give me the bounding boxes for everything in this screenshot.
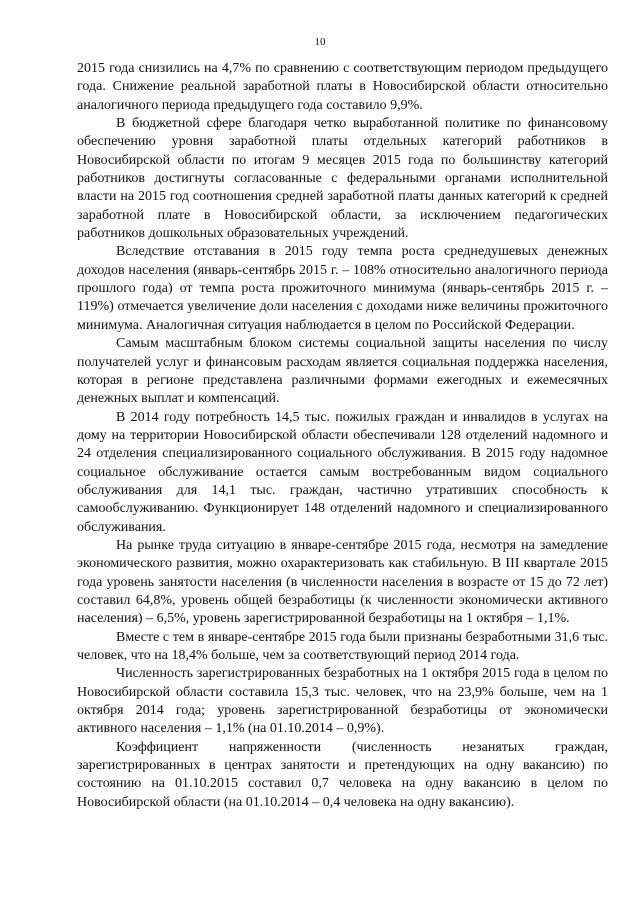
paragraph-income-lag: Вследствие отставания в 2015 году темпа роста среднедушевых денежных доходов населения (январь-сентябрь 2015 г. – 108% относительно аналогичного периода прошлого года) от темпа роста прожиточного минимума (январь-сентябрь 2015 г. – 119%) отмечается увеличение доли населения с доходами ниже величины прожиточного минимума. Аналогичная ситуация наблюдается в целом по Российской Федерации.	[77, 244, 608, 333]
paragraph-unemployed-recognized: Вместе с тем в январе-сентябре 2015 года были признаны безработными 31,6 тыс. человек, что на 18,4% больше, чем за соответствующий период 2014 года.	[77, 629, 608, 663]
paragraph-tension-coefficient: Коэффициент напряженности (численность незанятых граждан, зарегистрированных в центрах занятости и претендующих на одну вакансию) по состоянию на 01.10.2015 составил 0,7 человека на одну вакансию в целом по Новосибирской области (на 01.10.2014 – 0,4 человека на одну вакансию).	[77, 739, 608, 810]
paragraph-budget-sphere: В бюджетной сфере благодаря четко выработанной политике по финансовому обеспечению уровня заработной платы отдельных категорий работников в Новосибирской области по итогам 9 месяцев 2015 года по большинству категорий работников достигнуты согласованные с федеральными органами исполнительной власти на 2015 год соотношения средней заработной платы данных категорий к средней заработной плате в Новосибирской области, за исключением педагогических работников дошкольных образовательных учреждений.	[77, 116, 608, 242]
page-number: 10	[314, 36, 326, 48]
paragraph-home-care: В 2014 году потребность 14,5 тыс. пожилых граждан и инвалидов в услугах на дому на территории Новосибирской области обеспечивали 128 отделений надомного и 24 отделения специализированного социального обслуживания. В 2015 году надомное социальное обслуживание остается самым востребованным видом социального обслуживания для 14,1 тыс. граждан, частично утративших способность к самообслуживанию. Функционирует 148 отделений надомного и специализированного обслуживания.	[77, 409, 608, 535]
paragraph-social-support: Самым масштабным блоком системы социальной защиты населения по числу получателей услуг и финансовым расходам является социальная поддержка населения, которая в регионе представлена различными формами ежегодных и ежемесячных денежных выплат и компенсаций.	[77, 336, 608, 407]
paragraph-wage-decline: 2015 года снизились на 4,7% по сравнению с соответствующим периодом предыдущего года. Снижение реальной заработной платы в Новосибирской области относительно аналогичного периода предыдущего года составило 9,9%.	[77, 61, 608, 113]
paragraph-labor-market: На рынке труда ситуацию в январе-сентябре 2015 года, несмотря на замедление экономического развития, можно охарактеризовать как стабильную. В III квартале 2015 года уровень занятости населения (в численности населения в возрасте от 15 до 72 лет) составил 64,8%, уровень общей безработицы (к численности экономически активного населения) – 6,5%, уровень зарегистрированной безработицы на 1 октября – 1,1%.	[77, 537, 608, 627]
text-body	[77, 60, 608, 812]
paragraph-registered-unemployed: Численность зарегистрированных безработных на 1 октября 2015 года в целом по Новосибирской области составила 15,3 тыс. человек, что на 23,9% больше, чем на 1 октября 2014 года; уровень зарегистрированной безработицы от экономически активного населения – 1,1% (на 01.10.2014 – 0,9%).	[77, 666, 608, 737]
